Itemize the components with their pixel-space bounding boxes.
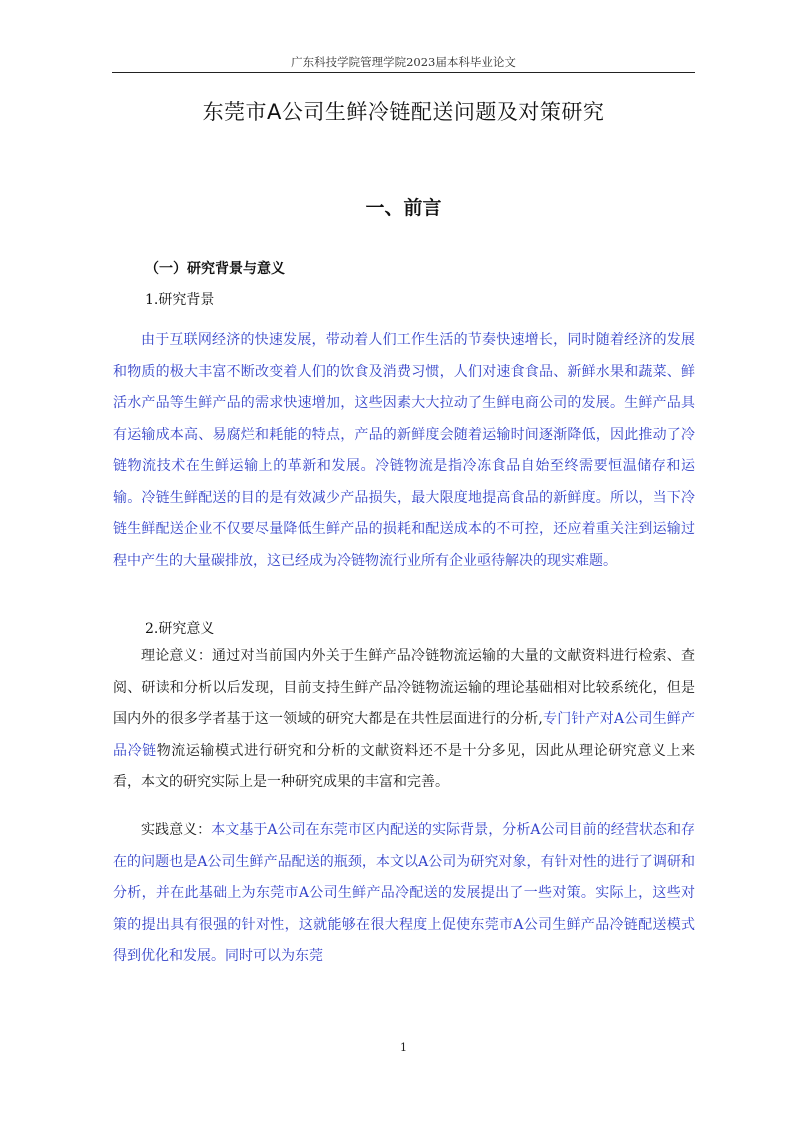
running-header: 广东科技学院管理学院2023届本科毕业论文	[291, 55, 516, 69]
significance-label: 2.研究意义	[145, 621, 215, 637]
practice-paragraph	[113, 815, 695, 973]
practice-label: 实践意义：	[141, 822, 212, 838]
background-paragraph: 由于互联网经济的快速发展，带动着人们工作生活的节奏快速增长，同时随着经济的发展和物质的极大丰富不断改变着人们的饮食及消费习惯，人们对速食食品、新鲜水果和蔬菜、鲜活水产品等生鲜产品的需求快速增加，这些因素大大拉动了生鲜电商公司的发展。生鲜产品具有运输成本高、易腐烂和耗能的特点，产品的新鲜度会随着运输时间逐渐降低，因此推动了冷链物流技术在生鲜运输上的革新和发展。冷链物流是指冷冻食品自始至终需要恒温储存和运输。冷链生鲜配送的目的是有效减少产品损失，最大限度地提高食品的新鲜度。所以，当下冷链生鲜配送企业不仅要尽量降低生鲜产品的损耗和配送成本的不可控，还应着重关注到运输过程中产生的大量碳排放，这已经成为冷链物流行业所有企业亟待解决的现实难题。	[113, 332, 695, 569]
section-heading: 一、前言	[365, 197, 442, 219]
theory-text-2: 物流运输模式进行研究和分析的文献资料还不是十分多见，因此从理论研究意义上来看，本文的研究实际上是一种研究成果的丰富和完善。	[113, 742, 696, 790]
theory-text-1: 理论意义：通过对当前国内外关于生鲜产品冷链物流运输的大量的文献资料进行检索、查阅、研读和分析以后发现，目前支持生鲜产品冷链物流运输的理论基础相对比较系统化，但是国内外的很多学者基于这一领域的研究大都是在共性层面进行的分析,	[113, 648, 695, 727]
background-label: 1.研究背景	[145, 292, 215, 308]
header-divider	[112, 72, 695, 73]
document-title: 东莞市A公司生鲜冷链配送问题及对策研究	[202, 100, 605, 124]
practice-highlight: 本文基于A公司在东莞市区内配送的实际背景，分析A公司目前的经营状态和存在的问题也是A公司生鲜产品配送的瓶颈，本文以A公司为研究对象，有针对性的进行了调研和分析，并在此基础上为东莞市A公司生鲜产品冷配送的发展提出了一些对策。实际上，这些对策的提出具有很强的针对性，这就能够在很大程度上促使东莞市A公司生鲜产品冷链配送模式得到优化和发展。同时可以为东莞	[113, 822, 696, 964]
page-number: 1	[400, 1041, 407, 1054]
theory-highlight: 专门针产对A公司生鲜产品冷链	[113, 711, 695, 759]
subsection-heading: （一）研究背景与意义	[145, 261, 285, 277]
theory-paragraph	[113, 641, 695, 799]
